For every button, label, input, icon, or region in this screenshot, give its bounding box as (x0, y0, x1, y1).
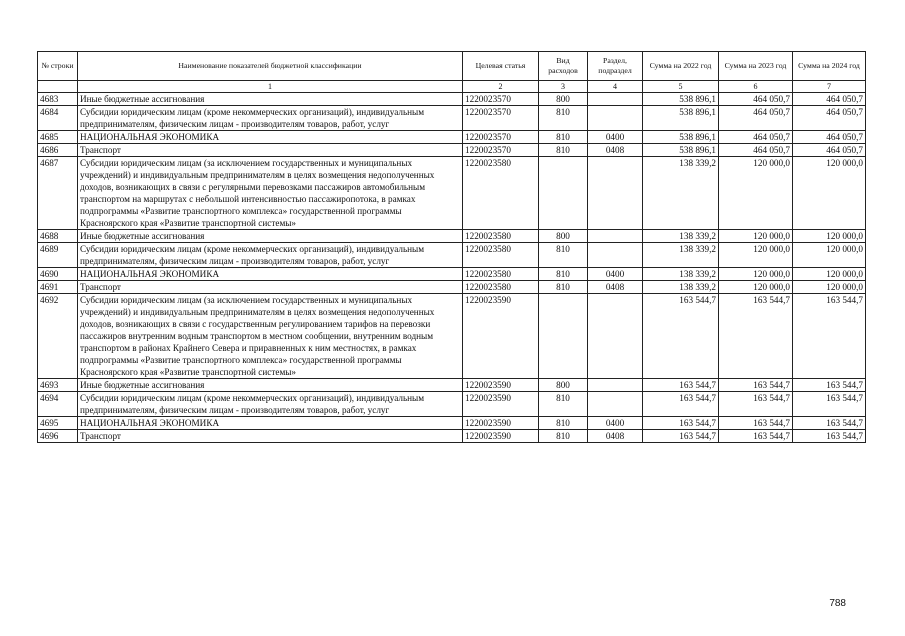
table-row (38, 157, 866, 230)
row-number: 4683 (38, 93, 78, 106)
row-number: 4684 (38, 106, 78, 131)
row-section (588, 243, 643, 268)
row-sum-2023: 120 000,0 (719, 268, 793, 281)
row-sum-2023: 464 050,7 (719, 93, 793, 106)
row-sum-2022: 138 339,2 (643, 157, 719, 230)
table-header (38, 52, 866, 93)
row-sum-2023: 120 000,0 (719, 230, 793, 243)
header-row (38, 52, 866, 81)
row-sum-2024: 163 544,7 (793, 417, 866, 430)
row-sum-2024: 163 544,7 (793, 379, 866, 392)
row-sum-2023: 163 544,7 (719, 379, 793, 392)
row-sum-2023: 120 000,0 (719, 243, 793, 268)
row-section (588, 230, 643, 243)
row-target-code: 1220023580 (463, 230, 539, 243)
row-name: Субсидии юридическим лицам (кроме некоммерческих организаций), индивидуальным предпринимателям, физическим лицам - производителям товаров, работ, услуг (78, 106, 463, 131)
column-number: 1 (78, 81, 463, 93)
row-sum-2024: 464 050,7 (793, 106, 866, 131)
row-expense-type (539, 294, 588, 379)
row-number: 4689 (38, 243, 78, 268)
header-razdel: Раздел, подраздел (588, 52, 643, 81)
row-name: Субсидии юридическим лицам (кроме некоммерческих организаций), индивидуальным предпринимателям, физическим лицам - производителям товаров, работ, услуг (78, 243, 463, 268)
row-expense-type: 810 (539, 131, 588, 144)
column-number-blank (38, 81, 78, 93)
table-row (38, 243, 866, 268)
row-sum-2022: 163 544,7 (643, 294, 719, 379)
row-name: НАЦИОНАЛЬНАЯ ЭКОНОМИКА (78, 268, 463, 281)
row-expense-type (539, 157, 588, 230)
row-sum-2024: 464 050,7 (793, 93, 866, 106)
row-name: Транспорт (78, 430, 463, 443)
row-expense-type: 810 (539, 281, 588, 294)
row-sum-2022: 138 339,2 (643, 281, 719, 294)
row-number: 4686 (38, 144, 78, 157)
row-name: Иные бюджетные ассигнования (78, 93, 463, 106)
row-target-code: 1220023580 (463, 243, 539, 268)
budget-table (37, 51, 866, 443)
row-expense-type: 800 (539, 93, 588, 106)
row-name: Субсидии юридическим лицам (за исключением государственных и муниципальных учреждений) и индивидуальным предпринимателям в целях возмещения недополученных доходов, возникающих в связи с государственным регулированием тарифов на перевозки пассажиров внутренним водным транспортом в местном сообщении, внутренним водным транспортом в районах Крайнего Севера и приравненных к ним местностях, в рамках подпрограммы «Развитие транспортного комплекса» государственной программы Красноярского края «Развитие транспортной системы» (78, 294, 463, 379)
row-name: НАЦИОНАЛЬНАЯ ЭКОНОМИКА (78, 417, 463, 430)
row-number: 4690 (38, 268, 78, 281)
row-sum-2023: 464 050,7 (719, 131, 793, 144)
row-sum-2023: 163 544,7 (719, 392, 793, 417)
header-name: Наименование показателей бюджетной классификации (78, 52, 463, 81)
row-sum-2022: 163 544,7 (643, 392, 719, 417)
row-sum-2022: 138 339,2 (643, 230, 719, 243)
row-target-code: 1220023590 (463, 294, 539, 379)
row-target-code: 1220023570 (463, 144, 539, 157)
row-number: 4693 (38, 379, 78, 392)
row-section (588, 93, 643, 106)
row-number: 4696 (38, 430, 78, 443)
row-name: Транспорт (78, 281, 463, 294)
row-name: Иные бюджетные ассигнования (78, 379, 463, 392)
row-sum-2024: 163 544,7 (793, 392, 866, 417)
table-row (38, 268, 866, 281)
row-sum-2022: 138 339,2 (643, 268, 719, 281)
row-sum-2022: 538 896,1 (643, 93, 719, 106)
row-sum-2022: 538 896,1 (643, 144, 719, 157)
row-expense-type: 810 (539, 268, 588, 281)
row-expense-type: 810 (539, 430, 588, 443)
row-section (588, 106, 643, 131)
table-row (38, 379, 866, 392)
row-sum-2024: 120 000,0 (793, 230, 866, 243)
row-sum-2024: 120 000,0 (793, 157, 866, 230)
column-number: 3 (539, 81, 588, 93)
row-sum-2023: 163 544,7 (719, 430, 793, 443)
row-expense-type: 810 (539, 392, 588, 417)
row-sum-2023: 120 000,0 (719, 157, 793, 230)
table-row (38, 230, 866, 243)
header-num: № строки (38, 52, 78, 81)
row-target-code: 1220023570 (463, 106, 539, 131)
row-target-code: 1220023570 (463, 93, 539, 106)
row-number: 4687 (38, 157, 78, 230)
row-name: Субсидии юридическим лицам (кроме некоммерческих организаций), индивидуальным предпринимателям, физическим лицам - производителям товаров, работ, услуг (78, 392, 463, 417)
row-name: Субсидии юридическим лицам (за исключением государственных и муниципальных учреждений) и индивидуальным предпринимателям в целях возмещения недополученных доходов, возникающих в связи с регулярными перевозками пассажиров автомобильным транспортом на маршрутах с небольшой интенсивностью пассажиропотока, в рамках подпрограммы «Развитие транспортного комплекса» государственной программы Красноярского края «Развитие транспортной системы» (78, 157, 463, 230)
row-sum-2024: 120 000,0 (793, 281, 866, 294)
row-target-code: 1220023590 (463, 379, 539, 392)
table-row (38, 144, 866, 157)
header-code: Целевая статья (463, 52, 539, 81)
row-target-code: 1220023570 (463, 131, 539, 144)
row-sum-2024: 464 050,7 (793, 131, 866, 144)
row-sum-2024: 120 000,0 (793, 268, 866, 281)
row-sum-2023: 163 544,7 (719, 294, 793, 379)
table-row (38, 417, 866, 430)
column-number: 7 (793, 81, 866, 93)
row-section: 0408 (588, 430, 643, 443)
row-number: 4691 (38, 281, 78, 294)
row-section: 0400 (588, 131, 643, 144)
row-target-code: 1220023580 (463, 281, 539, 294)
table-row (38, 392, 866, 417)
row-sum-2023: 464 050,7 (719, 106, 793, 131)
column-number: 4 (588, 81, 643, 93)
row-section (588, 392, 643, 417)
row-target-code: 1220023580 (463, 268, 539, 281)
table-row (38, 106, 866, 131)
header-sum-2024: Сумма на 2024 год (793, 52, 866, 81)
row-sum-2022: 163 544,7 (643, 379, 719, 392)
table-row (38, 430, 866, 443)
row-section: 0400 (588, 417, 643, 430)
row-expense-type: 810 (539, 106, 588, 131)
row-name: Иные бюджетные ассигнования (78, 230, 463, 243)
row-sum-2022: 138 339,2 (643, 243, 719, 268)
row-section: 0408 (588, 144, 643, 157)
header-sum-2022: Сумма на 2022 год (643, 52, 719, 81)
header-vid: Вид расходов (539, 52, 588, 81)
row-target-code: 1220023590 (463, 417, 539, 430)
page-number: 788 (829, 598, 846, 609)
row-target-code: 1220023590 (463, 392, 539, 417)
row-expense-type: 800 (539, 230, 588, 243)
row-sum-2024: 163 544,7 (793, 430, 866, 443)
row-sum-2022: 538 896,1 (643, 131, 719, 144)
row-number: 4688 (38, 230, 78, 243)
column-number: 5 (643, 81, 719, 93)
row-expense-type: 800 (539, 379, 588, 392)
row-sum-2024: 163 544,7 (793, 294, 866, 379)
row-target-code: 1220023590 (463, 430, 539, 443)
row-sum-2022: 163 544,7 (643, 430, 719, 443)
row-target-code: 1220023580 (463, 157, 539, 230)
table-row (38, 131, 866, 144)
row-sum-2022: 163 544,7 (643, 417, 719, 430)
row-sum-2023: 464 050,7 (719, 144, 793, 157)
row-expense-type: 810 (539, 144, 588, 157)
table-row (38, 281, 866, 294)
row-number: 4685 (38, 131, 78, 144)
row-expense-type: 810 (539, 243, 588, 268)
row-sum-2023: 163 544,7 (719, 417, 793, 430)
row-name: НАЦИОНАЛЬНАЯ ЭКОНОМИКА (78, 131, 463, 144)
table-body (38, 93, 866, 443)
row-number: 4695 (38, 417, 78, 430)
row-sum-2022: 538 896,1 (643, 106, 719, 131)
header-sum-2023: Сумма на 2023 год (719, 52, 793, 81)
row-sum-2023: 120 000,0 (719, 281, 793, 294)
row-expense-type: 810 (539, 417, 588, 430)
row-number: 4694 (38, 392, 78, 417)
column-number-row (38, 81, 866, 93)
row-sum-2024: 120 000,0 (793, 243, 866, 268)
row-sum-2024: 464 050,7 (793, 144, 866, 157)
table-row (38, 93, 866, 106)
table-row (38, 294, 866, 379)
row-section (588, 294, 643, 379)
row-section (588, 157, 643, 230)
row-section: 0408 (588, 281, 643, 294)
row-section (588, 379, 643, 392)
row-name: Транспорт (78, 144, 463, 157)
row-section: 0400 (588, 268, 643, 281)
column-number: 2 (463, 81, 539, 93)
row-number: 4692 (38, 294, 78, 379)
column-number: 6 (719, 81, 793, 93)
